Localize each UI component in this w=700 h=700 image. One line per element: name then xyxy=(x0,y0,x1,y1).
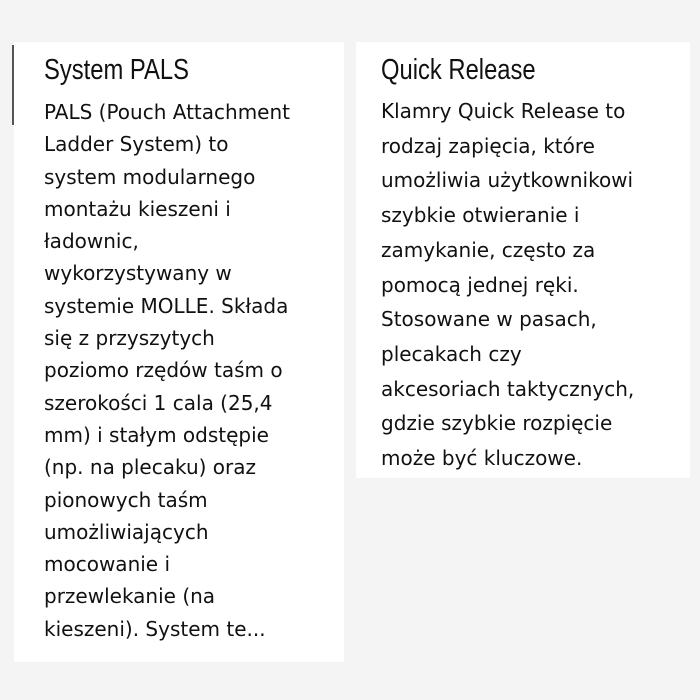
card-title: System PALS xyxy=(44,54,189,86)
card-system-pals[interactable] xyxy=(14,42,344,662)
card-description: PALS (Pouch Attachment Ladder System) to system modularnego montażu kieszeni i ładownic, wykorzystywany w systemie MOLLE. Składa się z przyszytych poziomo rzędów taśm o szerokości 1 cala (25,4 mm) i stałym odstępie (np. na plecaku) oraz pionowych taśm umożliwiających mocowanie i przewlekanie (na kieszeni). System te... xyxy=(44,100,290,641)
card-quick-release[interactable] xyxy=(356,42,690,478)
card-description: Klamry Quick Release to rodzaj zapięcia, które umożliwia użytkownikowi szybkie otwieranie i zamykanie, często za pomocą jednej ręki. Stosowane w pasach, plecakach czy akcesoriach taktycznych, gdzie szybkie rozpięcie może być kluczowe. xyxy=(381,99,635,471)
card-title: Quick Release xyxy=(381,54,536,86)
